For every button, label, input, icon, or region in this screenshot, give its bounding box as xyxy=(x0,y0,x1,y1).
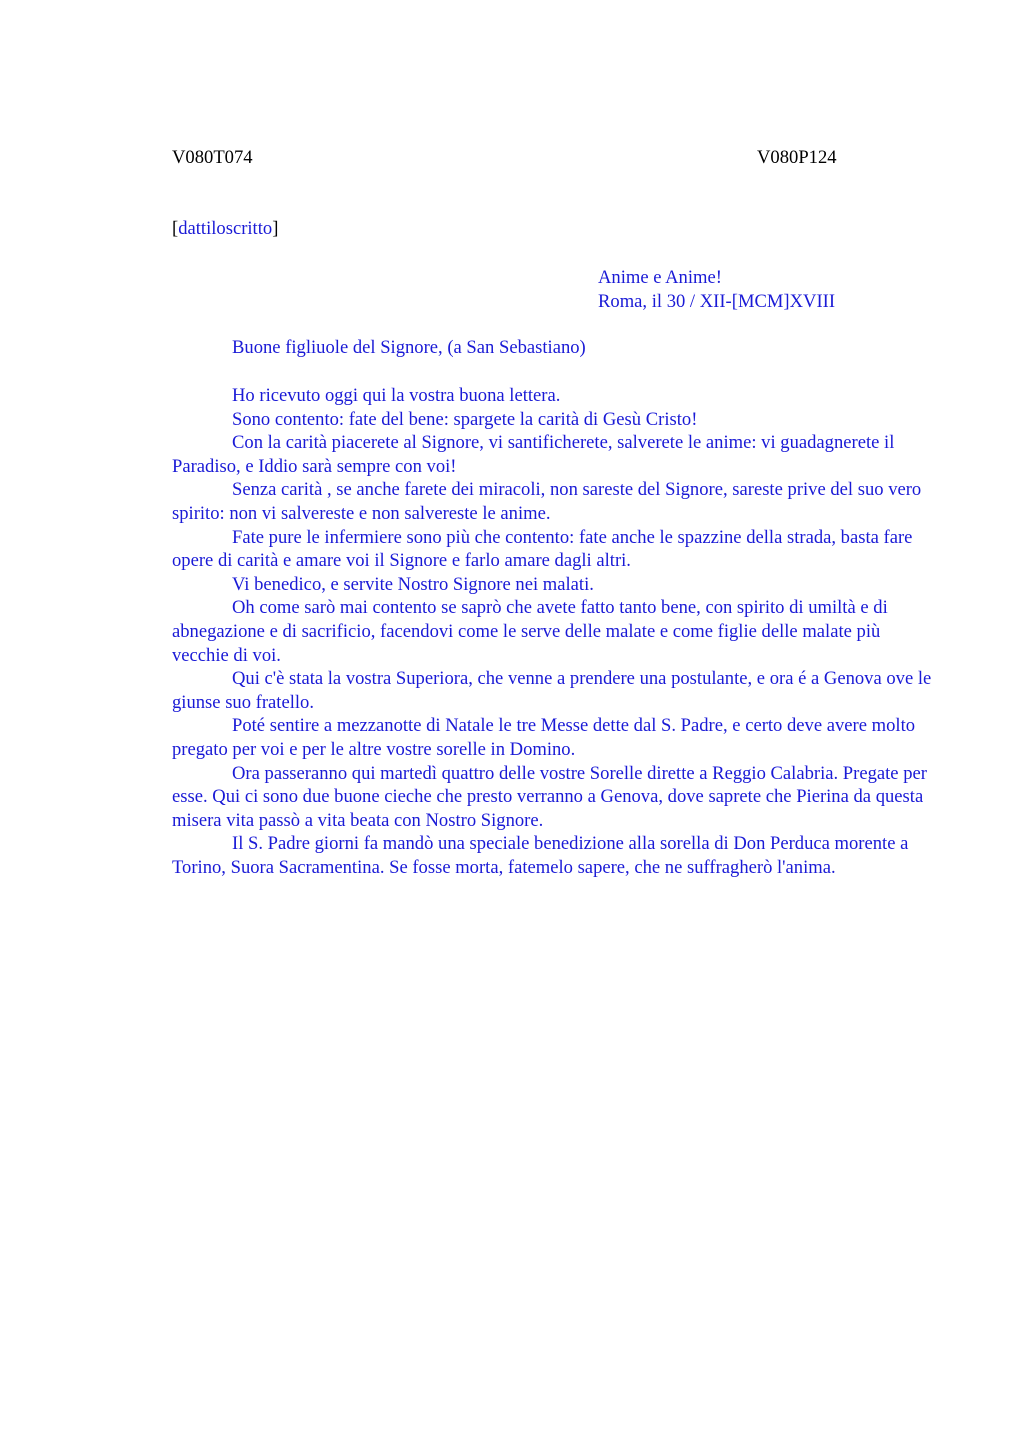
letter-paragraph: Sono contento: fate del bene: spargete la carità di Gesù Cristo! xyxy=(232,408,698,430)
document-code-right: V080P124 xyxy=(757,147,837,168)
letter-paragraph: Oh come sarò mai contento se saprò che avete fatto tanto bene, con spirito di umiltà e di abnegazione e di sacrificio, facendovi come le serve delle malate e come figlie delle malate più vecchie di voi. xyxy=(172,597,888,666)
letter-paragraph: Qui c'è stata la vostra Superiora, che venne a prendere una postulante, e ora é a Genova ove le giunse suo fratello. xyxy=(172,668,932,713)
typescript-note xyxy=(172,218,278,240)
letter-paragraph: Senza carità , se anche farete dei miracoli, non sareste del Signore, sareste prive del suo vero spirito: non vi salvereste e non salvereste le anime. xyxy=(172,479,922,524)
letter-paragraph: Ora passeranno qui martedì quattro delle vostre Sorelle dirette a Reggio Calabria. Pregate per esse. Qui ci sono due buone cieche che presto verranno a Genova, dove saprete che Pierina da questa misera vita passò a vita beata con Nostro Signore. xyxy=(172,762,927,831)
note-open-bracket: [ xyxy=(172,218,179,239)
letter-heading xyxy=(598,266,835,314)
letter-paragraph: Vi benedico, e servite Nostro Signore nei malati. xyxy=(232,573,594,595)
letter-paragraph: Con la carità piacerete al Signore, vi santificherete, salverete le anime: vi guadagnerete il Paradiso, e Iddio sarà sempre con voi! xyxy=(172,432,895,477)
letter-motto: Anime e Anime! xyxy=(598,267,722,288)
note-label: dattiloscritto xyxy=(178,218,273,239)
document-code-left: V080T074 xyxy=(172,147,253,168)
letter-paragraph: Il S. Padre giorni fa mandò una speciale benedizione alla sorella di Don Perduca morente a Torino, Suora Sacramentina. Se fosse morta, fatemelo sapere, che ne suffragherò l'anima. xyxy=(172,833,909,878)
letter-paragraph: Fate pure le infermiere sono più che contento: fate anche le spazzine della strada, basta fare opere di carità e amare voi il Signore e farlo amare dagli altri. xyxy=(172,526,913,572)
note-close-bracket: ] xyxy=(272,218,279,239)
letter-paragraph: Ho ricevuto oggi qui la vostra buona lettera. xyxy=(232,385,561,406)
letter-paragraph: Poté sentire a mezzanotte di Natale le tre Messe dette dal S. Padre, e certo deve avere molto pregato per voi e per le altre vostre sorelle in Domino. xyxy=(172,715,916,760)
letter-salutation: Buone figliuole del Signore, (a San Sebastiano) xyxy=(232,337,586,358)
letter-place-date: Roma, il 30 / XII-[MCM]XVIII xyxy=(598,291,836,312)
letter-body xyxy=(172,384,932,879)
